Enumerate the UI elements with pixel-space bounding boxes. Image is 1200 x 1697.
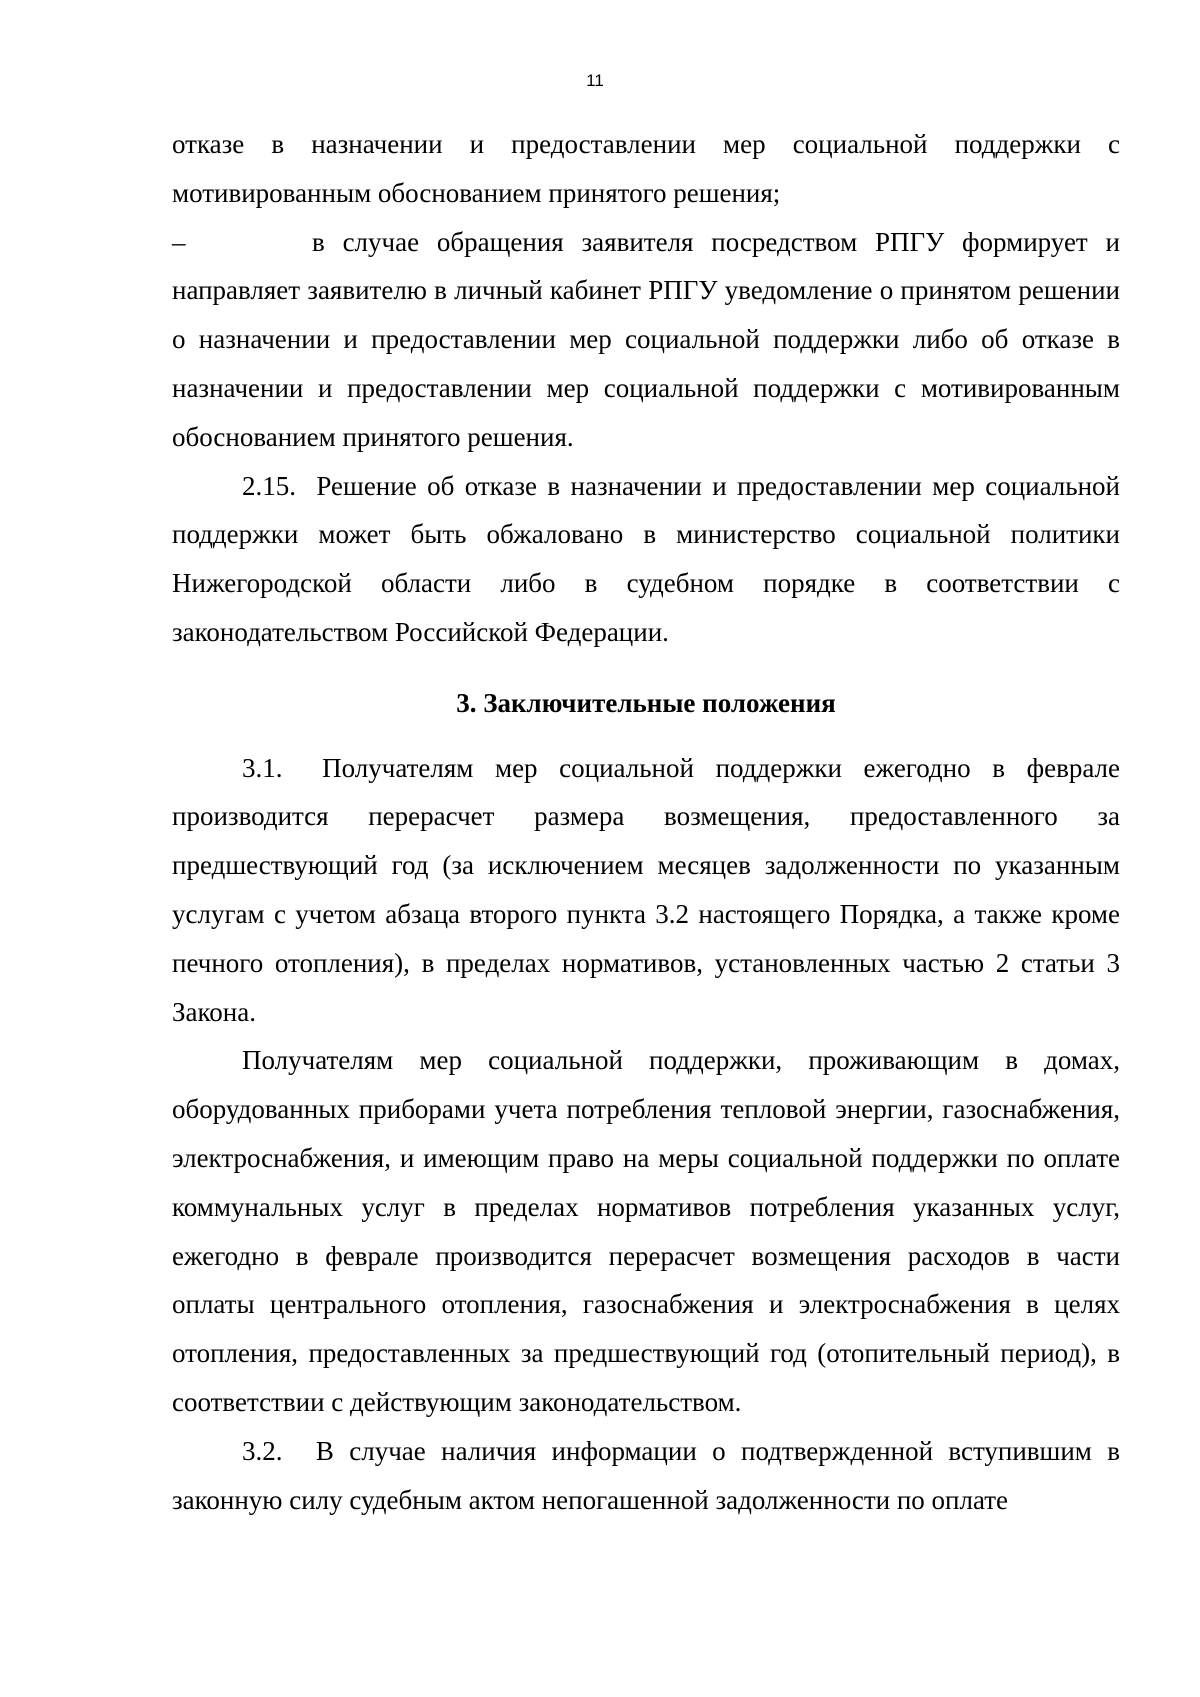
- section-heading: 3. Заключительные положения: [456, 687, 836, 718]
- paragraph-number: 3.2.: [242, 1435, 283, 1466]
- paragraph-number: 2.15.: [242, 470, 296, 501]
- paragraph-text: В случае наличия информации о подтвержденной вступившим в законную силу судебным актом непогашенной задолженности по оплате: [172, 1435, 1121, 1515]
- paragraph-2-15: [172, 462, 1120, 657]
- document-body: [172, 120, 1120, 1524]
- list-item-rpgu: [172, 218, 1120, 462]
- paragraph-3-2: [172, 1427, 1120, 1525]
- page-number: 11: [586, 71, 604, 90]
- list-item-text: в случае обращения заявителя посредством РПГУ формирует и направляет заявителю в личный кабинет РПГУ уведомление о принятом решении о назначении и предоставлении мер социальной поддержки либо об отказе в назначении и предоставлении мер социальной поддержки с мотивированным обоснованием принятого решения.: [172, 226, 1120, 452]
- paragraph-3-1: [172, 744, 1120, 1037]
- paragraph-text: Получателям мер социальной поддержки ежегодно в феврале производится перерасчет размера возмещения, предоставленного за предшествующий год (за исключением месяцев задолженности по указанным услугам с учетом абзаца второго пункта 3.2 настоящего Порядка, а также кроме печного отопления), в пределах нормативов, установленных частью 2 статьи 3 Закона.: [172, 752, 1121, 1027]
- paragraph-text: Решение об отказе в назначении и предоставлении мер социальной поддержки может быть обжаловано в министерство социальной политики Нижегородской области либо в судебном порядке в соответствии с законодательством Российской Федерации.: [172, 470, 1120, 647]
- dash-marker: –: [172, 226, 186, 257]
- paragraph-3-1-second: Получателям мер социальной поддержки, проживающим в домах, оборудованных приборами учета потребления тепловой энергии, газоснабжения, электроснабжения, и имеющим право на меры социальной поддержки по оплате коммунальных услуг в пределах нормативов потребления указанных услуг, ежегодно в феврале производится перерасчет возмещения расходов в части оплаты центрального отопления, газоснабжения и электроснабжения в целях отопления, предоставленных за предшествующий год (отопительный период), в соответствии с действующим законодательством.: [172, 1045, 1120, 1417]
- paragraph-continuation: отказе в назначении и предоставлении мер социальной поддержки с мотивированным обоснованием принятого решения;: [172, 129, 1120, 208]
- paragraph-number: 3.1.: [242, 752, 283, 783]
